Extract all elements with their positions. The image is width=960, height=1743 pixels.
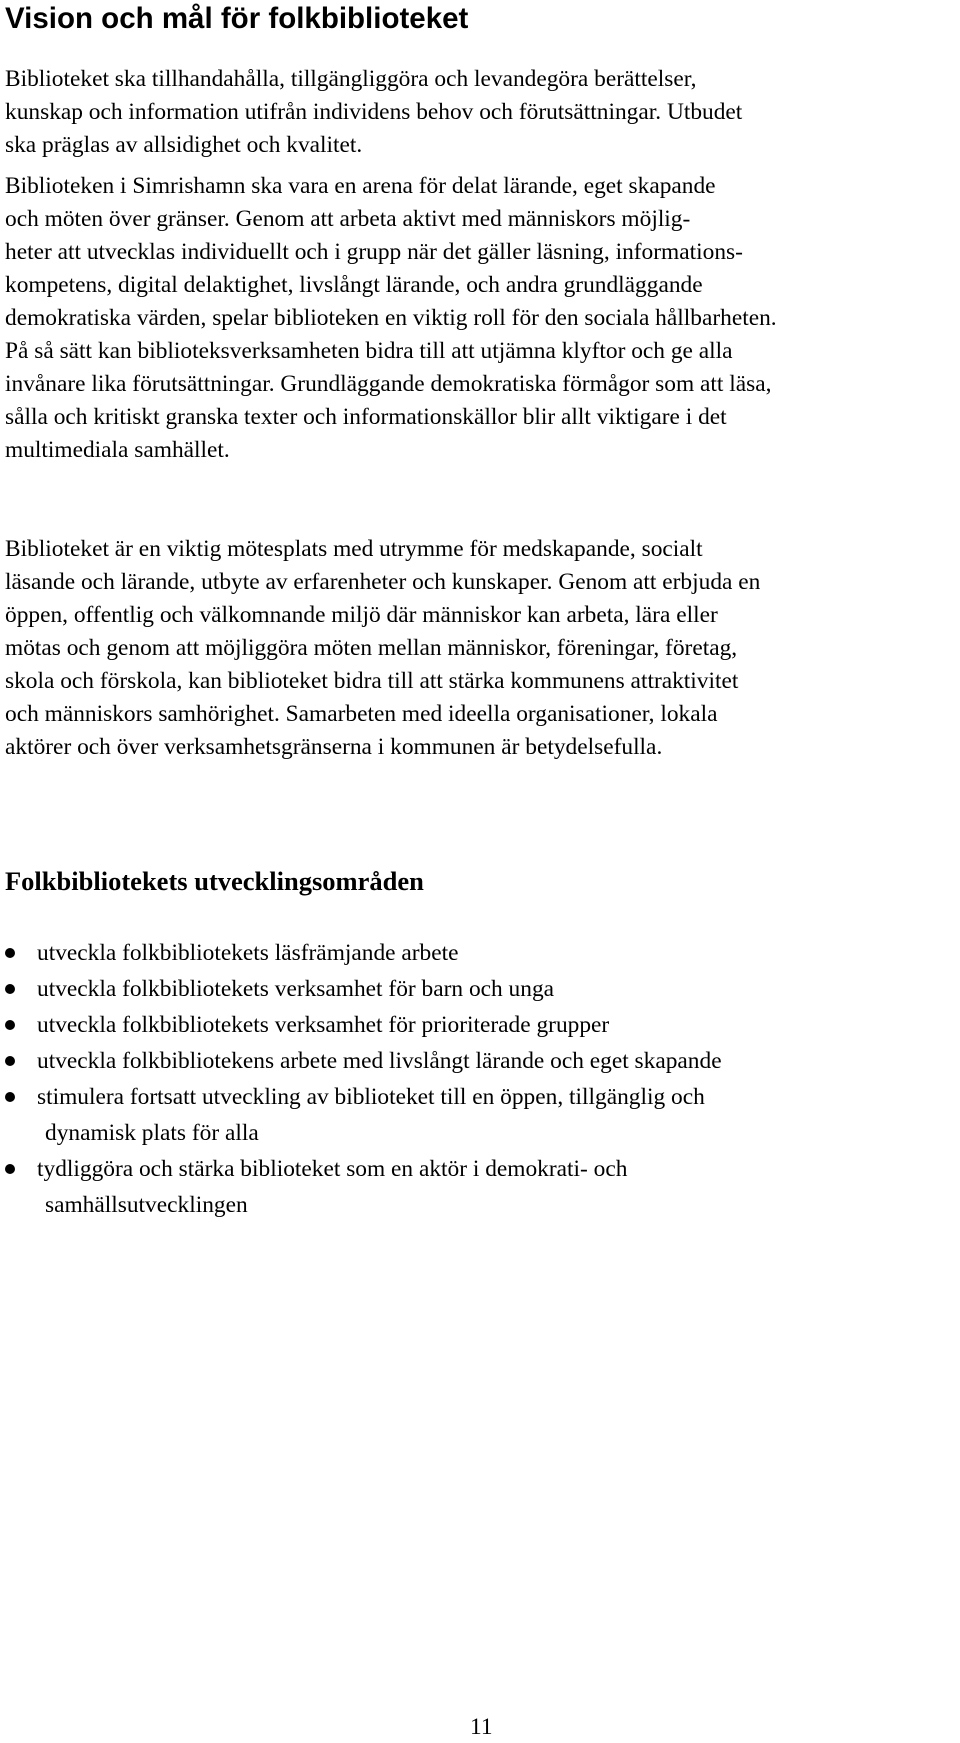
text-line: aktörer och över verksamhetsgränserna i kommunen är betydelsefulla. [5,734,663,760]
text-line: demokratiska värden, spelar biblioteken en viktig roll för den sociala hållbarheten. [5,305,777,331]
bullet-icon [5,1056,15,1066]
text-line: invånare lika förutsättningar. Grundläggande demokratiska förmågor som att läsa, [5,371,772,397]
paragraph-mission [5,63,742,162]
page-title: Vision och mål för folkbiblioteket [5,2,469,35]
text-line: kunskap och information utifrån individens behov och förutsättningar. Utbudet [5,99,743,125]
text-line: öppen, offentlig och välkomnande miljö där människor kan arbeta, lära eller [5,602,718,628]
text-line: ska präglas av allsidighet och kvalitet. [5,132,363,158]
text-line: Biblioteket ska tillhandahålla, tillgängliggöra och levandegöra berättelser, [5,66,697,92]
list-item-text: utveckla folkbibliotekets läsfrämjande arbete [37,940,459,966]
list-item-text: stimulera fortsatt utveckling av biblioteket till en öppen, tillgänglig och [37,1084,705,1110]
list-item [0,971,722,1007]
bullet-icon [5,1020,15,1030]
list-item [0,1151,722,1223]
bullet-icon [5,984,15,994]
text-line: skola och förskola, kan biblioteket bidra till att stärka kommunens attraktivitet [5,668,739,694]
text-line: och möten över gränser. Genom att arbeta aktivt med människors möjlig- [5,206,691,232]
text-line: sålla och kritiskt granska texter och informationskällor blir allt viktigare i det [5,404,727,430]
bullet-icon [5,1092,15,1102]
text-line: Biblioteken i Simrishamn ska vara en arena för delat lärande, eget skapande [5,173,716,199]
list-item [0,935,722,971]
list-item-text: utveckla folkbibliotekets verksamhet för prioriterade grupper [37,1012,610,1038]
bullet-icon [5,1164,15,1174]
list-item [0,1007,722,1043]
text-line: heter att utvecklas individuellt och i grupp när det gäller läsning, informations- [5,239,743,265]
text-line: och människors samhörighet. Samarbeten med ideella organisationer, lokala [5,701,718,727]
list-item [0,1043,722,1079]
list-item-text: tydliggöra och stärka biblioteket som en aktör i demokrati- och [37,1156,628,1182]
text-line: multimediala samhället. [5,437,230,463]
text-line: På så sätt kan biblioteksverksamheten bidra till att utjämna klyftor och ge alla [5,338,733,364]
text-line: kompetens, digital delaktighet, livslångt lärande, och andra grundläggande [5,272,703,298]
list-item [0,1079,722,1151]
page-number: 11 [470,1714,493,1740]
text-line: läsande och lärande, utbyte av erfarenheter och kunskaper. Genom att erbjuda en [5,569,761,595]
bullet-icon [5,948,15,958]
text-line: Biblioteket är en viktig mötesplats med utrymme för medskapande, socialt [5,536,703,562]
paragraph-arena [5,170,777,467]
list-item-text: utveckla folkbibliotekets verksamhet för barn och unga [37,976,555,1002]
text-line: mötas och genom att möjliggöra möten mellan människor, föreningar, företag, [5,635,738,661]
list-item-text: utveckla folkbibliotekens arbete med livslångt lärande och eget skapande [37,1048,722,1074]
development-areas-list [0,935,722,1223]
list-item-text-continued: samhällsutvecklingen [45,1192,248,1218]
paragraph-meeting-place [5,533,760,764]
section-title: Folkbibliotekets utvecklingsområden [5,866,424,896]
list-item-text-continued: dynamisk plats för alla [45,1120,259,1146]
